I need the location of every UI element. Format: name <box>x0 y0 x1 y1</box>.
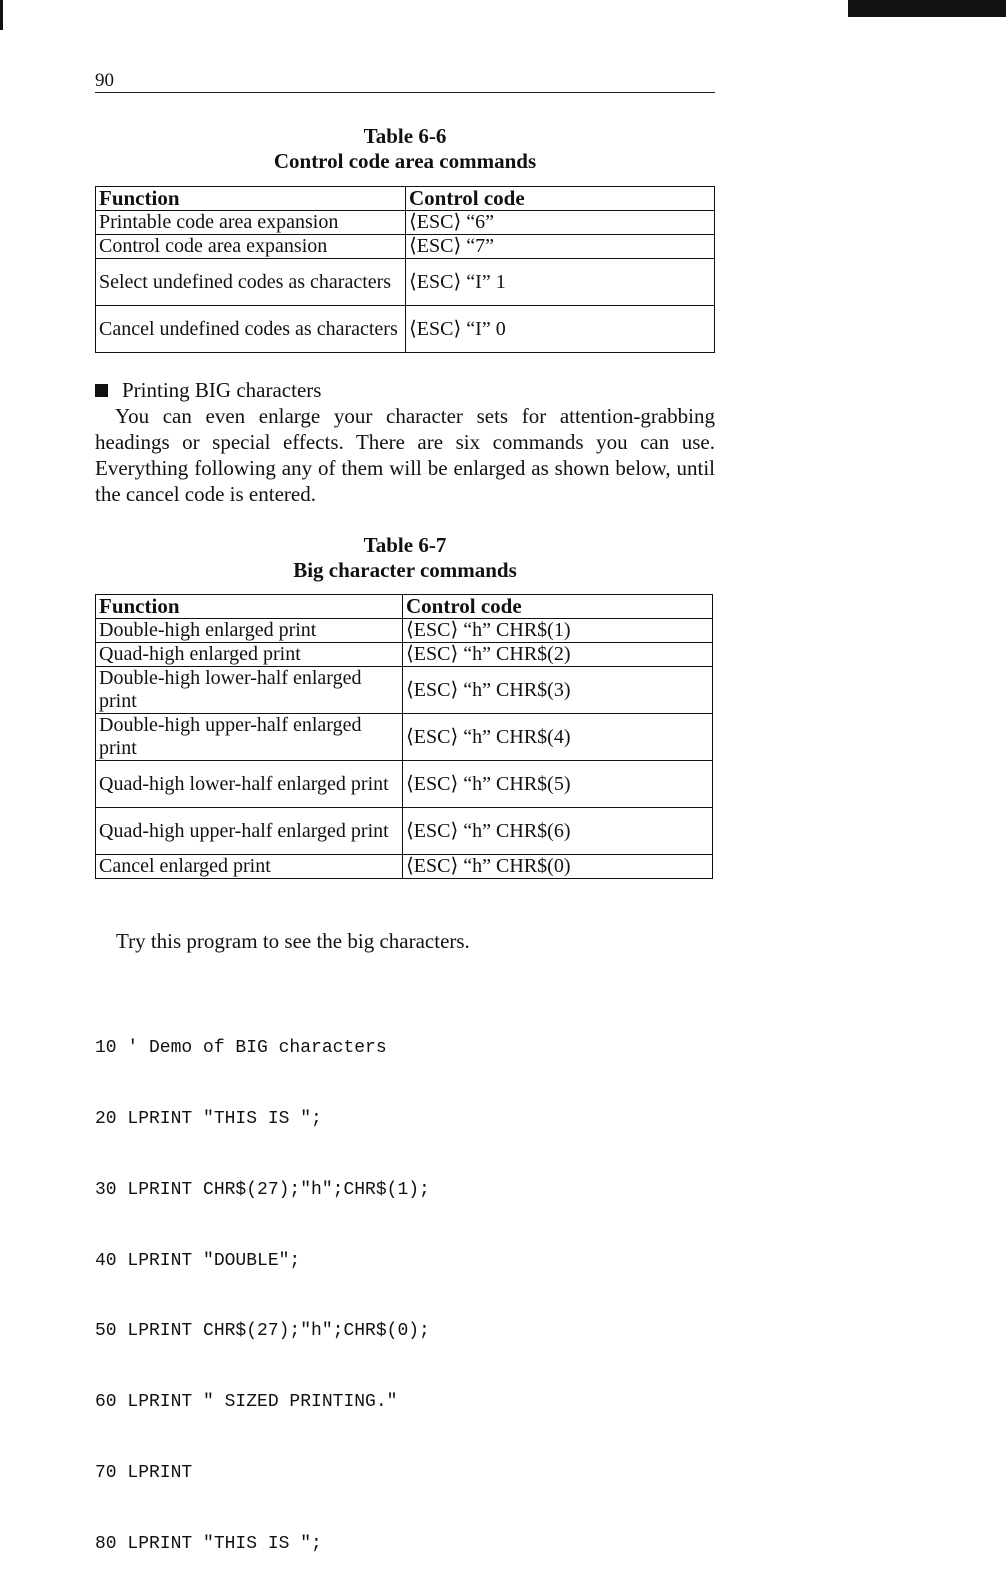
table1-caption <box>95 124 715 174</box>
page-number: 90 <box>95 70 114 91</box>
table-row <box>96 855 713 879</box>
scan-edge-tick <box>0 0 3 30</box>
basic-program-listing <box>95 990 430 1580</box>
function-cell: Double-high lower-half enlarged print <box>96 667 403 714</box>
control-code-cell: ⟨ESC⟩ “h” CHR$(1) <box>403 619 713 643</box>
code-line: 70 LPRINT <box>95 1462 193 1483</box>
function-cell: Double-high upper-half enlarged print <box>96 714 403 761</box>
column-header-control-code: Control code <box>406 187 715 211</box>
table2-caption-number: Table 6-7 <box>363 533 447 557</box>
table-row <box>96 761 713 808</box>
control-code-cell: ⟨ESC⟩ “7” <box>406 235 715 259</box>
code-line: 30 LPRINT CHR$(27);"h";CHR$(1); <box>95 1179 430 1200</box>
function-cell: Quad-high enlarged print <box>96 643 403 667</box>
function-cell: Double-high enlarged print <box>96 619 403 643</box>
control-code-cell: ⟨ESC⟩ “h” CHR$(6) <box>403 808 713 855</box>
function-cell: Printable code area expansion <box>96 211 406 235</box>
table-row <box>96 808 713 855</box>
square-bullet-icon <box>95 384 108 397</box>
table-row <box>96 643 713 667</box>
table-row <box>96 667 713 714</box>
code-line: 20 LPRINT "THIS IS "; <box>95 1108 322 1129</box>
section-paragraph: You can even enlarge your character sets for attention-grabbing headings or special effects. There are six commands you can use. Everything following any of them will be enlarged as shown below, until the cancel code is entered. <box>95 404 715 506</box>
control-code-area-table <box>95 186 715 353</box>
code-line: 60 LPRINT " SIZED PRINTING." <box>95 1392 398 1413</box>
table-row <box>96 235 715 259</box>
table-row <box>96 259 715 306</box>
control-code-cell: ⟨ESC⟩ “I” 1 <box>406 259 715 306</box>
table1-caption-title: Control code area commands <box>273 149 537 173</box>
scan-edge-bar <box>848 0 1006 17</box>
control-code-cell: ⟨ESC⟩ “6” <box>406 211 715 235</box>
header-rule <box>95 92 715 93</box>
function-cell: Quad-high lower-half enlarged print <box>96 761 403 808</box>
table-row <box>96 619 713 643</box>
column-header-function: Function <box>96 595 403 619</box>
function-cell: Select undefined codes as characters <box>96 259 406 306</box>
control-code-cell: ⟨ESC⟩ “h” CHR$(3) <box>403 667 713 714</box>
section-heading <box>95 377 715 403</box>
control-code-cell: ⟨ESC⟩ “h” CHR$(5) <box>403 761 713 808</box>
control-code-cell: ⟨ESC⟩ “I” 0 <box>406 306 715 353</box>
table2-caption-title: Big character commands <box>293 558 517 582</box>
table-header-row <box>96 595 713 619</box>
code-line: 80 LPRINT "THIS IS "; <box>95 1533 322 1554</box>
code-line: 50 LPRINT CHR$(27);"h";CHR$(0); <box>95 1321 430 1342</box>
section-title: Printing BIG characters <box>122 378 322 402</box>
code-line: 40 LPRINT "DOUBLE"; <box>95 1250 301 1271</box>
function-cell: Cancel enlarged print <box>96 855 403 879</box>
big-character-table <box>95 594 713 879</box>
table-row <box>96 714 713 761</box>
table2-caption <box>95 533 715 583</box>
control-code-cell: ⟨ESC⟩ “h” CHR$(2) <box>403 643 713 667</box>
function-cell: Quad-high upper-half enlarged print <box>96 808 403 855</box>
big-characters-section <box>95 377 715 507</box>
control-code-cell: ⟨ESC⟩ “h” CHR$(0) <box>403 855 713 879</box>
table-row <box>96 306 715 353</box>
function-cell: Control code area expansion <box>96 235 406 259</box>
table-row <box>96 211 715 235</box>
column-header-control-code: Control code <box>403 595 713 619</box>
function-cell: Cancel undefined codes as characters <box>96 306 406 353</box>
code-line: 10 ' Demo of BIG characters <box>95 1038 387 1059</box>
try-program-text: Try this program to see the big characters. <box>116 929 470 953</box>
table1-caption-number: Table 6-6 <box>363 124 447 148</box>
control-code-cell: ⟨ESC⟩ “h” CHR$(4) <box>403 714 713 761</box>
column-header-function: Function <box>96 187 406 211</box>
table-header-row <box>96 187 715 211</box>
